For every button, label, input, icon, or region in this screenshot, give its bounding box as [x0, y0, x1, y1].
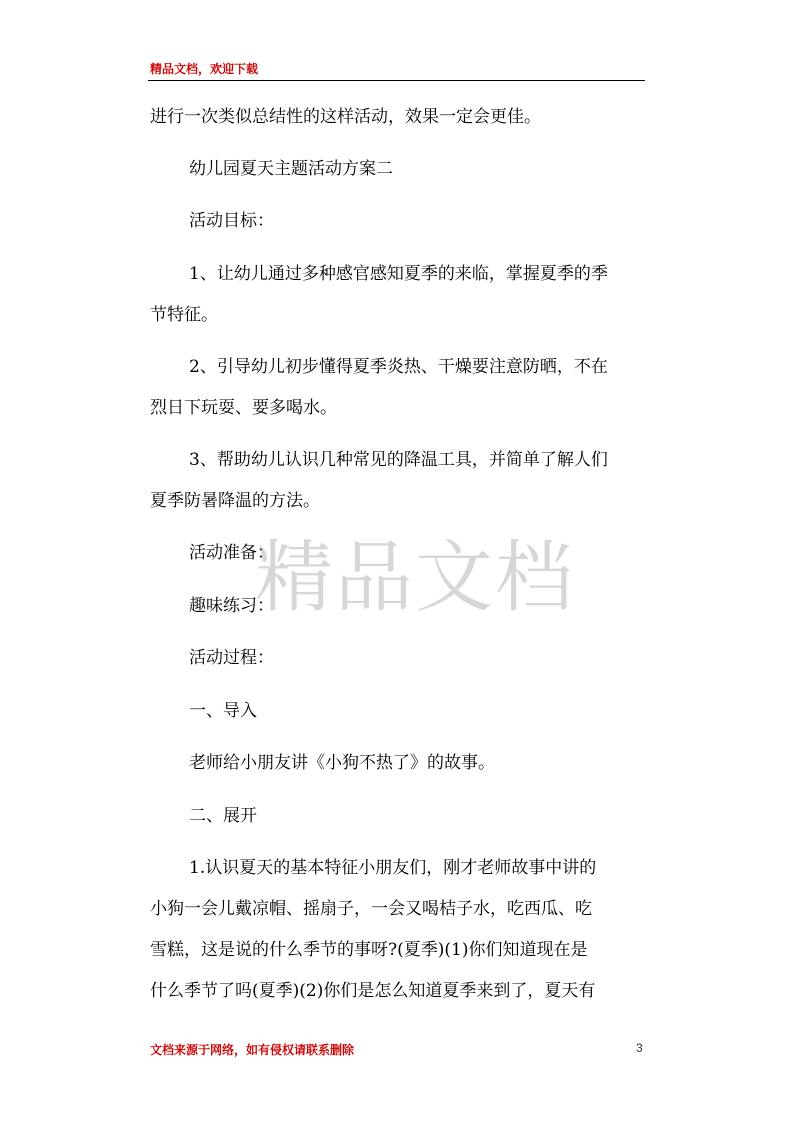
body-line: 2、引导幼儿初步懂得夏季炎热、干燥要注意防晒，不在: [189, 357, 608, 377]
body-line: 夏季防暑降温的方法。: [150, 491, 320, 511]
body-line: 烈日下玩耍、要多喝水。: [150, 398, 337, 418]
body-line: 趣味练习：: [189, 596, 274, 616]
header-divider: [148, 80, 645, 81]
body-line: 活动准备：: [189, 543, 274, 563]
page-number: 3: [636, 1041, 643, 1055]
body-line: 活动过程：: [189, 648, 274, 668]
body-line: 1.认识夏天的基本特征小朋友们，刚才老师故事中讲的: [189, 858, 597, 878]
body-line: 小狗一会儿戴凉帽、摇扇子，一会又喝桔子水，吃西瓜、吃: [150, 899, 592, 919]
body-line: 什么季节了吗(夏季)(2)你们是怎么知道夏季来到了，夏天有: [150, 981, 596, 1001]
body-line: 进行一次类似总结性的这样活动，效果一定会更佳。: [150, 107, 541, 127]
body-line: 二、展开: [189, 806, 257, 826]
body-line: 活动目标：: [189, 211, 274, 231]
body-line: 3、帮助幼儿认识几种常见的降温工具，并简单了解人们: [189, 450, 608, 470]
footer-text: 文档来源于网络，如有侵权请联系删除: [150, 1043, 355, 1057]
body-line: 雪糕，这是说的什么季节的事呀?(夏季)(1)你们知道现在是: [150, 940, 588, 960]
header-text: 精品文档，欢迎下载: [150, 62, 259, 76]
section-title: 幼儿园夏天主题活动方案二: [189, 159, 393, 179]
body-line: 老师给小朋友讲《小狗不热了》的故事。: [189, 753, 495, 773]
watermark-text: 精品文档: [255, 533, 576, 623]
body-line: 节特征。: [150, 305, 218, 325]
body-line: 一、导入: [189, 701, 257, 721]
body-line: 1、让幼儿通过多种感官感知夏季的来临，掌握夏季的季: [189, 264, 608, 284]
